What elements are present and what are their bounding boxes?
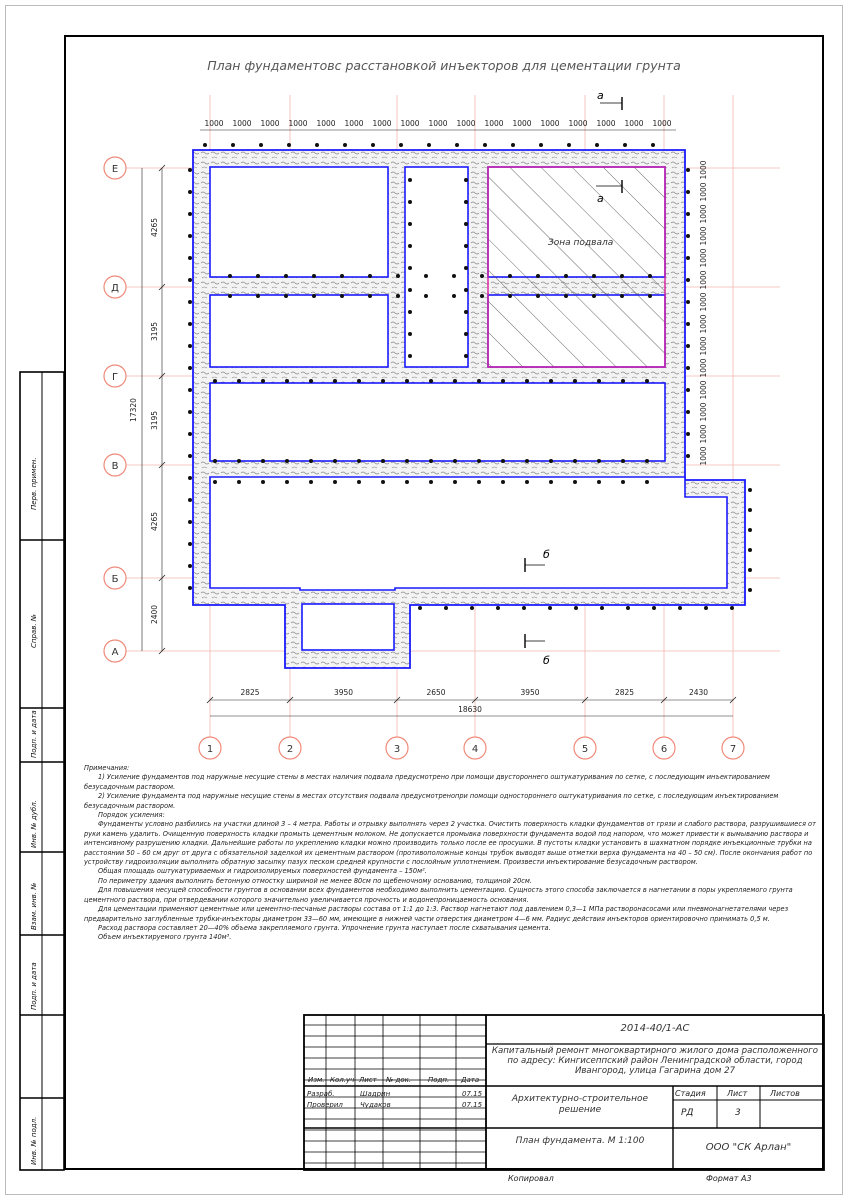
stamp-date: 07.15 [462, 1090, 483, 1098]
stamp-name: Чудаков [360, 1101, 391, 1109]
stamp-sheet-title: План фундамента. М 1:100 [515, 1136, 645, 1146]
spacing-label: 1000 [372, 119, 392, 128]
injector-point [704, 606, 708, 610]
side-label: Подп. и дата [30, 962, 38, 1010]
dimension-value: 4265 [150, 511, 159, 532]
section-a-label: а [597, 192, 604, 205]
injector-point [686, 190, 690, 194]
note-item: Фундаменты условно разбились на участки длиной 3 – 4 метра. Работы и отрывку выполнять через 2 участка. Очистить поверхность кладки фундаментов от грязи и слабого раствора, разрушившиеся от руки камень удалить. Очищенную поверхность кладки промыть цементным молоком. Не допускается промывка поверхности фундамента водой под напором, что может привести к вымыванию раствора и интенсивному разрушению кладки. Дальнейшие работы по укреплению кладки можно производить только после ее просушки. В пустоты кладки установить в шахматном порядке инъекционные трубки на расстоянии 50 – 60 см друг от друга с обязательной заделкой их цементным раствором (противоположные концы трубок выводят выше отметки верха фундамента на 40 – 50 см). После окончания работ по устройству гидроизоляции выполнить обратную засыпку пазух песком средней крупности с послойным уплотнением. Произвести инъектирование безусадочным раствором. [84, 820, 816, 867]
injector-point [621, 459, 625, 463]
spacing-label: 1000 [652, 119, 672, 128]
injector-point [188, 454, 192, 458]
injector-point [573, 459, 577, 463]
stamp-header: Дата [461, 1076, 480, 1084]
injector-point [213, 480, 217, 484]
injector-point [408, 288, 412, 292]
stamp-sheet: 3 [735, 1108, 741, 1118]
grid-col-label: 5 [581, 744, 589, 755]
injector-point [357, 459, 361, 463]
injector-point [333, 480, 337, 484]
stamp-sheet-label: Лист [727, 1089, 748, 1098]
injector-point [686, 388, 690, 392]
spacing-label: 1000 [512, 119, 532, 128]
injector-point [315, 143, 319, 147]
injector-point [686, 278, 690, 282]
note-item: 1) Усиление фундаментов под наружные несущие стены в местах наличия подвала предусмотрено при помощи двустороннего оштукатуривания по сетке, с последующим инъектированием безусадочным раствором. [84, 773, 770, 791]
injector-point [620, 274, 624, 278]
section-a-label: а [597, 89, 604, 102]
stamp-date: 07.15 [462, 1101, 483, 1109]
spacing-label: 1000 [204, 119, 224, 128]
injector-point [592, 294, 596, 298]
dimension-value: 3195 [150, 410, 159, 431]
injector-point [455, 143, 459, 147]
injector-point [256, 294, 260, 298]
spacing-label: 1000 [260, 119, 280, 128]
injector-point [508, 274, 512, 278]
injector-point [368, 294, 372, 298]
injector-point [686, 366, 690, 370]
injector-point [396, 274, 400, 278]
injector-point [285, 480, 289, 484]
injector-point [228, 274, 232, 278]
dimension-value: 2400 [150, 604, 159, 625]
stamp-header: Подп. [428, 1076, 450, 1084]
spacing-label: 1000 [428, 119, 448, 128]
injector-point [188, 388, 192, 392]
note-item: Порядок усиления: [98, 811, 165, 820]
injector-point [645, 379, 649, 383]
injector-point [259, 143, 263, 147]
injector-point [573, 480, 577, 484]
injector-point [188, 542, 192, 546]
injector-point [444, 606, 448, 610]
injector-point [188, 432, 192, 436]
injector-point [564, 274, 568, 278]
injector-point [525, 459, 529, 463]
injector-point [623, 143, 627, 147]
injector-point [597, 459, 601, 463]
stamp-header: Кол.уч [330, 1076, 355, 1084]
injector-point [405, 480, 409, 484]
injector-point [408, 266, 412, 270]
injector-point [464, 178, 468, 182]
injector-point [188, 190, 192, 194]
dimension-value: 2825 [240, 688, 260, 697]
injector-point [464, 200, 468, 204]
spacing-label: 1000 [568, 119, 588, 128]
spacing-label: 1000 [699, 270, 708, 290]
injector-point [188, 212, 192, 216]
injector-point [480, 294, 484, 298]
spacing-label: 1000 [699, 226, 708, 246]
stamp-project: Капитальный ремонт многоквартирного жилого дома расположенного по адресу: Кингисеппский район Ленинградской области, город Ивангород, улица Гагарина дом 27 [491, 1046, 819, 1076]
injector-point [621, 480, 625, 484]
injector-point [464, 288, 468, 292]
injector-point [429, 459, 433, 463]
spacing-label: 1000 [699, 314, 708, 334]
injector-point [188, 256, 192, 260]
injector-point [567, 143, 571, 147]
injector-point [188, 344, 192, 348]
spacing-label: 1000 [456, 119, 476, 128]
injector-point [620, 294, 624, 298]
injector-point [333, 379, 337, 383]
section-b-label: б [543, 654, 550, 667]
injector-point [453, 480, 457, 484]
injector-point [285, 459, 289, 463]
spacing-label: 1000 [699, 292, 708, 312]
injector-point [284, 274, 288, 278]
injector-point [621, 379, 625, 383]
spacing-label: 1000 [699, 182, 708, 202]
injector-point [429, 480, 433, 484]
injector-point [477, 379, 481, 383]
injector-point [381, 379, 385, 383]
injector-point [645, 459, 649, 463]
spacing-label: 1000 [699, 424, 708, 444]
spacing-label: 1000 [624, 119, 644, 128]
injector-point [501, 459, 505, 463]
injector-point [651, 143, 655, 147]
injector-point [228, 294, 232, 298]
injector-point [536, 294, 540, 298]
dimension-value: 3950 [333, 688, 354, 697]
injector-point [748, 588, 752, 592]
dimension-value: 2650 [426, 688, 446, 697]
grid-col-label: 4 [471, 744, 479, 755]
injector-point [508, 294, 512, 298]
injector-point [261, 379, 265, 383]
dimension-value: 2430 [688, 688, 709, 697]
side-label: Справ. № [30, 613, 38, 648]
spacing-label: 1000 [316, 119, 336, 128]
spacing-label: 1000 [484, 119, 504, 128]
injector-point [686, 212, 690, 216]
grid-row-label: Е [111, 164, 119, 175]
injector-point [548, 606, 552, 610]
injector-point [477, 480, 481, 484]
injector-point [188, 498, 192, 502]
injector-point [501, 379, 505, 383]
injector-point [340, 274, 344, 278]
injector-point [464, 266, 468, 270]
injector-point [285, 379, 289, 383]
side-label: Инв. № подл. [30, 1116, 38, 1165]
stamp-role: Проверил [307, 1101, 343, 1109]
spacing-label: 1000 [699, 336, 708, 356]
stamp-sheets-label: Листов [770, 1089, 800, 1098]
injector-point [188, 366, 192, 370]
stamp-stage: РД [681, 1108, 694, 1118]
injector-point [525, 480, 529, 484]
spacing-label: 1000 [699, 380, 708, 400]
injector-point [748, 548, 752, 552]
dimension-value: 2825 [614, 688, 635, 697]
stamp-copied: Копировал [508, 1174, 554, 1183]
stamp-code: 2014-40/1-АС [620, 1023, 690, 1034]
injector-point [453, 459, 457, 463]
spacing-label: 1000 [232, 119, 252, 128]
spacing-label: 1000 [699, 248, 708, 268]
injector-point [309, 379, 313, 383]
injector-point [188, 410, 192, 414]
stamp-format: Формат А3 [706, 1174, 752, 1183]
note-item: Объем инъектируемого грунта 140м³. [98, 933, 232, 942]
injector-point [188, 278, 192, 282]
injector-point [408, 200, 412, 204]
injector-point [686, 454, 690, 458]
injector-point [188, 564, 192, 568]
grid-row-label: Б [111, 574, 119, 585]
injector-point [309, 480, 313, 484]
injector-point [453, 379, 457, 383]
injector-point [483, 143, 487, 147]
injector-point [188, 300, 192, 304]
injector-point [188, 168, 192, 172]
injector-point [418, 606, 422, 610]
basement-zone [488, 167, 665, 367]
grid-col-label: 2 [286, 744, 294, 755]
spacing-label: 1000 [288, 119, 308, 128]
injector-point [237, 480, 241, 484]
note-item: По периметру здания выполнить бетонную отмостку шириной не менее 80см по щебеночному основанию, толщиной 20см. [98, 876, 532, 885]
injector-point [408, 244, 412, 248]
injector-point [686, 432, 690, 436]
side-label: Подп. и дата [30, 710, 38, 758]
spacing-label: 1000 [540, 119, 560, 128]
dimension-total: 17320 [129, 398, 138, 422]
injector-point [452, 294, 456, 298]
side-label: Взам. инв. № [30, 882, 38, 930]
injector-point [686, 300, 690, 304]
injector-point [261, 459, 265, 463]
injector-point [312, 274, 316, 278]
injector-point [381, 480, 385, 484]
injector-point [405, 379, 409, 383]
injector-point [464, 332, 468, 336]
spacing-label: 1000 [699, 446, 708, 466]
spacing-label: 1000 [699, 204, 708, 224]
injector-point [645, 480, 649, 484]
injector-point [188, 234, 192, 238]
side-label: Перв. примен. [30, 457, 38, 510]
injector-point [357, 379, 361, 383]
injector-point [597, 379, 601, 383]
injector-point [501, 480, 505, 484]
note-item: Расход раствора составляет 20—40% объема закрепляемого грунта. Упрочнение грунта наступает после схватывания цемента. [98, 923, 551, 932]
note-item: Общая площадь оштукатуриваемых и гидроизолируемых поверхностей фундамента – 150м². [98, 867, 427, 876]
injector-point [730, 606, 734, 610]
injector-point [309, 459, 313, 463]
injector-point [213, 379, 217, 383]
notes-heading: Примечания: [84, 764, 130, 772]
injector-point [408, 332, 412, 336]
stamp-role: Разраб. [307, 1090, 335, 1098]
injector-point [429, 379, 433, 383]
injector-point [231, 143, 235, 147]
injector-point [188, 322, 192, 326]
notes-block [84, 764, 822, 943]
injector-point [686, 322, 690, 326]
injector-point [592, 274, 596, 278]
injector-point [357, 480, 361, 484]
injector-point [427, 143, 431, 147]
injector-point [261, 480, 265, 484]
injector-point [549, 379, 553, 383]
injector-point [464, 222, 468, 226]
spacing-label: 1000 [400, 119, 420, 128]
side-label: Инв. № дубл. [30, 800, 38, 848]
injector-point [343, 143, 347, 147]
injector-point [597, 480, 601, 484]
injector-point [408, 222, 412, 226]
spacing-label: 1000 [699, 358, 708, 378]
injector-point [748, 488, 752, 492]
injector-point [188, 476, 192, 480]
injector-point [464, 354, 468, 358]
injector-point [648, 274, 652, 278]
injector-point [626, 606, 630, 610]
injector-point [237, 459, 241, 463]
injector-point [237, 379, 241, 383]
injector-point [424, 294, 428, 298]
injector-point [188, 520, 192, 524]
injector-point [256, 274, 260, 278]
injector-point [399, 143, 403, 147]
injector-point [549, 459, 553, 463]
injector-point [686, 234, 690, 238]
stamp-header: № док. [386, 1076, 412, 1084]
injector-point [748, 568, 752, 572]
basement-zone-label: Зона подвала [548, 238, 614, 248]
injector-point [203, 143, 207, 147]
dimension-value: 3950 [520, 688, 540, 697]
stamp-stage-label: Стадия [675, 1089, 706, 1098]
injector-point [748, 528, 752, 532]
injector-point [470, 606, 474, 610]
spacing-label: 1000 [699, 402, 708, 422]
injector-point [652, 606, 656, 610]
injector-point [396, 294, 400, 298]
grid-col-label: 3 [393, 744, 401, 755]
injector-point [287, 143, 291, 147]
injector-point [549, 480, 553, 484]
grid-col-label: 1 [206, 744, 214, 755]
injector-point [452, 274, 456, 278]
grid-row-label: В [111, 461, 119, 472]
injector-point [686, 168, 690, 172]
injector-point [188, 586, 192, 590]
spacing-label: 1000 [596, 119, 616, 128]
injector-point [686, 256, 690, 260]
note-item: 2) Усиление фундамента под наружные несущие стены в местах отсутствия подвала предусмотренопри помощи одностороннего оштукатуривания по сетке, с последующим инъектированием безусадочным раствором. [84, 792, 779, 810]
injector-point [408, 354, 412, 358]
injector-point [539, 143, 543, 147]
injector-point [381, 459, 385, 463]
injector-point [464, 310, 468, 314]
spacing-label: 1000 [699, 160, 708, 180]
stamp-company: ООО "СК Арлан" [705, 1142, 792, 1153]
injector-point [480, 274, 484, 278]
stamp-header: Лист [359, 1076, 377, 1084]
grid-row-label: Г [111, 372, 119, 383]
injector-point [600, 606, 604, 610]
injector-point [408, 178, 412, 182]
dimension-total: 18630 [458, 705, 482, 714]
spacing-label: 1000 [344, 119, 364, 128]
stamp-section: Архитектурно-строительное решение [511, 1094, 649, 1115]
injector-point [648, 294, 652, 298]
stamp-name: Шадрин [360, 1090, 391, 1098]
dimension-value: 3195 [150, 321, 159, 342]
injector-point [333, 459, 337, 463]
injector-point [511, 143, 515, 147]
injector-point [408, 310, 412, 314]
injector-point [477, 459, 481, 463]
injector-point [496, 606, 500, 610]
injector-point [536, 274, 540, 278]
section-b-label: б [543, 548, 550, 561]
injector-point [574, 606, 578, 610]
dimension-value: 4265 [150, 217, 159, 238]
injector-point [522, 606, 526, 610]
stamp-header: Изм. [308, 1076, 325, 1084]
injector-point [573, 379, 577, 383]
injector-point [405, 459, 409, 463]
injector-point [464, 244, 468, 248]
injector-point [368, 274, 372, 278]
note-item: Для цементации применяют цементные или цементно-песчаные растворы состава от 1:1 до 1:3. Раствор нагнетают под давлением 0,3—1 МПа растворонасосами или пневмонагнетателями через предварительно заглубленные трубки-инъекторы диаметром 33—60 мм, имеющие в нижней части отверстия диаметром 4—6 мм. Радиус действия инъекторов ориентировочно принимать 0,5 м. [84, 905, 789, 923]
injector-point [678, 606, 682, 610]
injector-point [595, 143, 599, 147]
injector-point [312, 294, 316, 298]
drawing-title: План фундаментовс расстановкой инъекторов для цементации грунта [207, 58, 681, 73]
injector-point [748, 508, 752, 512]
injector-point [213, 459, 217, 463]
note-item: Для повышения несущей способности грунтов в основании всех фундаментов необходимо выполнить цементацию. Сущность этого способа заключается в нагнетании в поры укрепляемого грунта цементного раствора, при отвердевании которого значительно увеличивается прочность и водонепроницаемость основания. [84, 886, 793, 904]
grid-row-label: Д [111, 283, 119, 294]
injector-point [686, 410, 690, 414]
grid-col-label: 7 [729, 744, 737, 755]
side-stamp [20, 372, 64, 1170]
injector-point [340, 294, 344, 298]
injector-point [686, 344, 690, 348]
injector-point [525, 379, 529, 383]
injector-point [284, 294, 288, 298]
injector-point [564, 294, 568, 298]
injector-point [424, 274, 428, 278]
grid-col-label: 6 [660, 744, 668, 755]
grid-row-label: А [111, 647, 119, 658]
injector-point [371, 143, 375, 147]
